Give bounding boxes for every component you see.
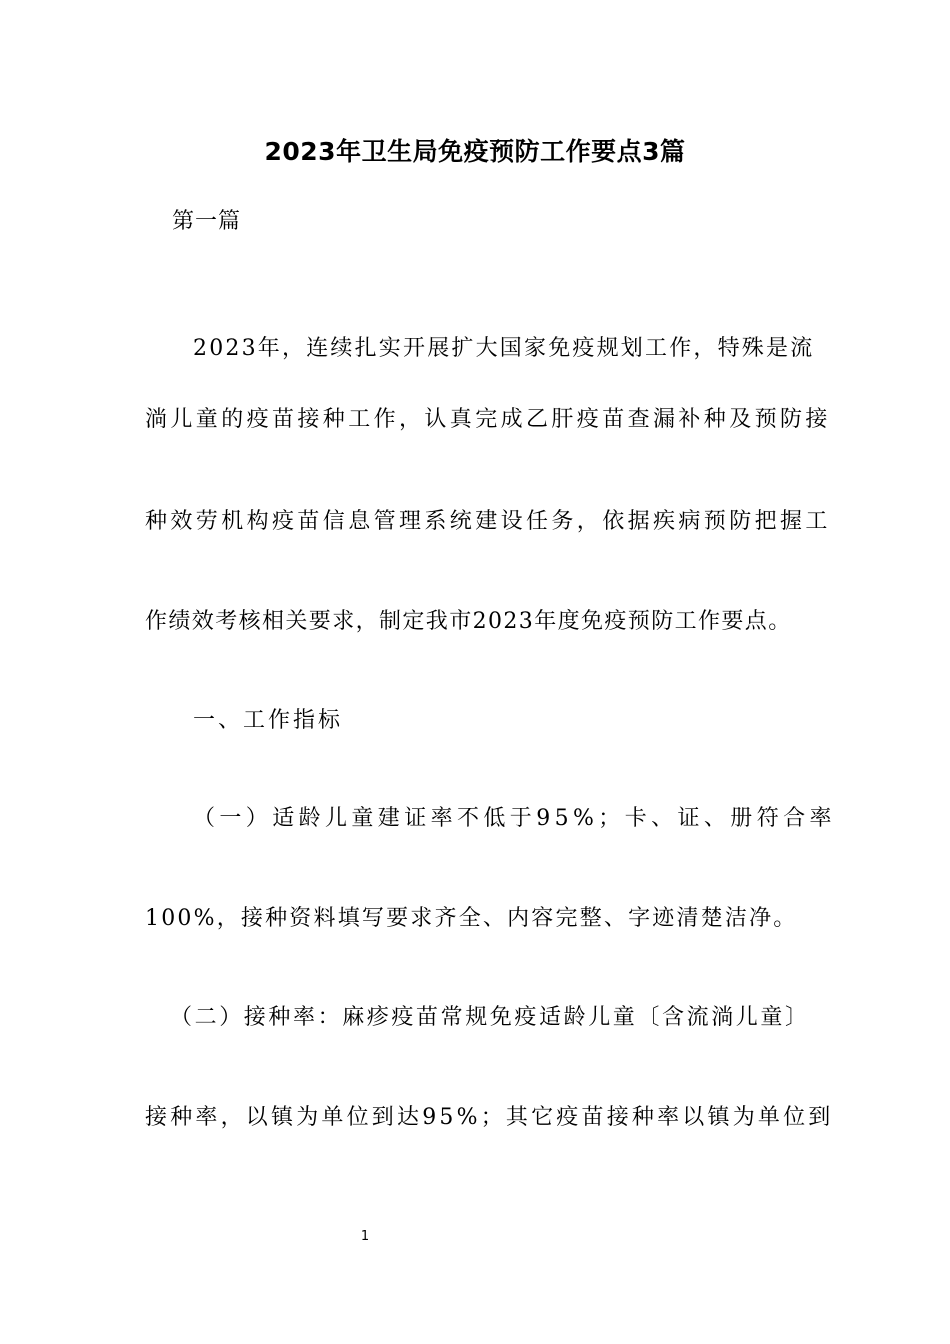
paragraph-line: 2023年，连续扎实开展扩大国家免疫规划工作，特殊是流 bbox=[193, 336, 815, 361]
paragraph-line: 100%，接种资料填写要求齐全、内容完整、字迹清楚洁净。 bbox=[145, 906, 798, 931]
paragraph-line: 种效劳机构疫苗信息管理系统建设任务，依据疾病预防把握工 bbox=[145, 509, 831, 534]
paragraph-line: 淌儿童的疫苗接种工作，认真完成乙肝疫苗查漏补种及预防接 bbox=[145, 407, 831, 432]
document-title: 2023年卫生局免疫预防工作要点3篇 bbox=[264, 137, 686, 166]
page-number: 1 bbox=[360, 1229, 370, 1244]
heading-work-indicators: 一、工作指标 bbox=[193, 708, 344, 733]
section-label: 第一篇 bbox=[172, 209, 242, 234]
paragraph-line: 作绩效考核相关要求，制定我市2023年度免疫预防工作要点。 bbox=[145, 609, 792, 634]
paragraph-line: 接种率，以镇为单位到达95%；其它疫苗接种率以镇为单位到 bbox=[145, 1105, 834, 1130]
paragraph-line: （一）适龄儿童建证率不低于95%；卡、证、册符合率 bbox=[193, 806, 836, 831]
paragraph-line: （二）接种率：麻疹疫苗常规免疫适龄儿童〔含流淌儿童〕 bbox=[170, 1005, 810, 1030]
